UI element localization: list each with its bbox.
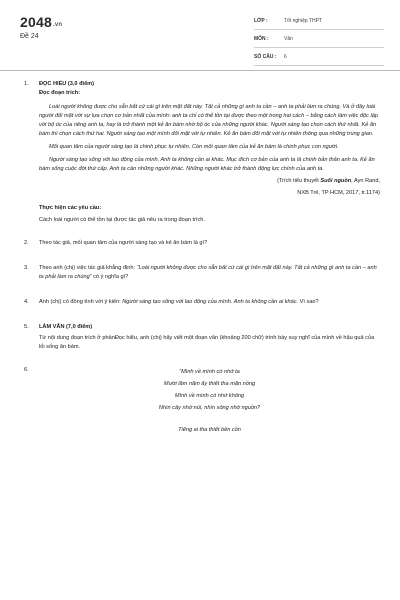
exam-content bbox=[0, 80, 400, 436]
question-3 bbox=[0, 264, 400, 282]
poem-line: Mình về mình có nhớ không bbox=[174, 393, 245, 399]
section-title-reading: ĐỌC HIỂU (3,0 điểm) bbox=[39, 81, 95, 87]
question-5 bbox=[0, 323, 400, 352]
question-number: 4. bbox=[24, 299, 29, 305]
logo-suffix: .vn bbox=[52, 22, 63, 28]
poem-line: Tiếng ai tha thiết bên cồn bbox=[178, 427, 241, 433]
question-2 bbox=[0, 239, 400, 248]
question-number: 5. bbox=[24, 324, 29, 330]
source-title: Suối nguồn bbox=[320, 178, 352, 184]
poem-line bbox=[39, 414, 380, 424]
excerpt-paragraph-1: Loài người không được cho sẵn bất cứ cái gì trên mặt đất này. Tất cả những gì anh ta cần – anh ta phải làm ra chúng. Và ở đây loài người đối mặt với sự lựa chọn cơ bản nhất của mình: anh ta chỉ có thể tồn tại được theo một trong hai cách – bằng cách làm việc độc lập với bộ óc của riêng anh ta, hay là trở thành một kẻ ăn bám nhờ bộ óc của những người khác. Người sáng tạo chọn cách thứ nhất. Kẻ ăn bám thì chọn cách thứ hai. Người sáng tạo một mình đối mặt với tự nhiên. Kẻ ăn bám đối mặt với tự nhiên thông qua những trung gian. bbox=[39, 104, 378, 137]
meta-row-class bbox=[254, 14, 384, 30]
meta-row-count bbox=[254, 50, 384, 66]
site-logo[interactable] bbox=[20, 14, 62, 30]
question-6 bbox=[0, 366, 400, 436]
section-title-writing: LÀM VĂN (7,0 điểm) bbox=[39, 324, 93, 330]
poem-line: Nhìn cây nhớ núi, nhìn sông nhớ nguồn? bbox=[158, 405, 261, 411]
question-number: 1. bbox=[24, 81, 29, 87]
question-text: Theo tác giả, mối quan tâm của người sáng tạo và kẻ ăn bám là gì? bbox=[39, 240, 208, 246]
source-line-2: NXB Trẻ, TP HCM, 2017, tr.1174) bbox=[297, 190, 380, 196]
read-label: Đọc đoạn trích: bbox=[39, 90, 81, 96]
question-quote: “Loài người không được cho sẵn bất cứ cái gì trên mặt đất này. Tất cả những gì anh ta cần – anh ta phải làm ra chúng” bbox=[39, 265, 377, 280]
meta-value: Văn bbox=[284, 36, 293, 42]
poem-line: Mười lăm năm ấy thiết tha mặn nồng bbox=[163, 381, 256, 387]
excerpt-paragraph-3: Người sáng tạo sống với lao động của mình. Anh ta không cần ai khác. Mục đích cơ bản của anh ta là chính bản thân anh ta. Kẻ ăn bám sống cuộc đời thứ cấp. Anh ta cần những người khác. Những người khác trở thành động lực chính của anh ta. bbox=[39, 157, 375, 172]
meta-key: SỐ CÂU : bbox=[254, 54, 277, 60]
question-text-post: có ý nghĩa gì? bbox=[91, 274, 129, 280]
question-text-pre: Theo anh (chị) việc tác giả khẳng định: bbox=[39, 265, 137, 271]
question-number: 6. bbox=[24, 367, 29, 373]
question-text: Từ nội dung đoạn trích ở phầnĐọc hiểu, anh (chị) hãy viết một đoạn văn (khoảng 200 chữ) trình bày suy nghĩ của mình về hậu quả của lối sống ăn bám. bbox=[39, 335, 375, 350]
meta-row-subject bbox=[254, 32, 384, 48]
task-label: Thực hiện các yêu cầu: bbox=[39, 205, 102, 211]
meta-value: 6 bbox=[284, 54, 287, 60]
header bbox=[0, 0, 400, 64]
source-line-1 bbox=[39, 177, 380, 186]
header-divider bbox=[0, 70, 400, 71]
meta-key: MÔN : bbox=[254, 36, 269, 42]
question-text-post: Vì sao? bbox=[298, 299, 319, 305]
excerpt-paragraph-2: Mối quan tâm của người sáng tạo là chinh phục tự nhiên. Còn mối quan tâm của kẻ ăn bám là chinh phục con người. bbox=[49, 144, 339, 150]
question-text bbox=[39, 264, 380, 282]
question-1 bbox=[0, 80, 400, 225]
logo-text: 2048 bbox=[20, 14, 52, 30]
task-text: Cách loài người có thể tồn tại được tác giả nêu ra trong đoạn trích. bbox=[39, 217, 205, 223]
exam-code: Đề 24 bbox=[20, 33, 39, 40]
question-number: 3. bbox=[24, 265, 29, 271]
source-author: , Ayn Rand, bbox=[351, 178, 380, 184]
question-4 bbox=[0, 298, 400, 307]
poem-line: “Mình về mình có nhớ ta bbox=[179, 369, 240, 375]
meta-value: Tốt nghiệp THPT bbox=[284, 18, 322, 24]
source-prefix: (Trích tiểu thuyết bbox=[277, 178, 321, 184]
question-quote: Người sáng tạo sống với lao động của mình. Anh ta không cần ai khác. bbox=[122, 299, 299, 305]
question-number: 2. bbox=[24, 240, 29, 246]
question-text-pre: Anh (chị) có đồng tình với ý kiến: bbox=[39, 299, 123, 305]
exam-meta bbox=[254, 14, 384, 68]
question-text bbox=[39, 298, 380, 307]
meta-key: LỚP : bbox=[254, 18, 268, 24]
